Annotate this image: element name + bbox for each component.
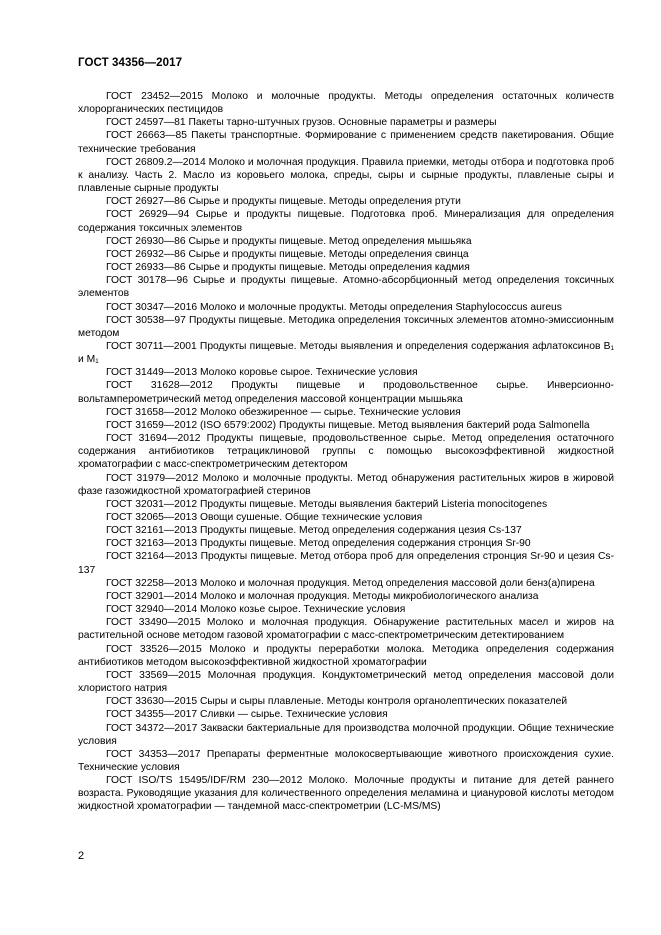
- reference-item: ГОСТ 31694—2012 Продукты пищевые, продовольственное сырье. Метод определения остаточного содержания антибиотиков тетрациклиновой группы с помощью высокоэффективной жидкостной хроматографии с масс-спектрометрическим детектором: [78, 433, 614, 471]
- reference-item: ГОСТ 31659—2012 (ISO 6579:2002) Продукты пищевые. Метод выявления бактерий рода Salmonella: [106, 419, 590, 431]
- page-number: 2: [78, 850, 85, 862]
- reference-item: ГОСТ 31658—2012 Молоко обезжиренное — сырье. Технические условия: [106, 406, 461, 418]
- reference-item: ГОСТ 32901—2014 Молоко и молочная продукция. Методы микробиологического анализа: [106, 590, 539, 602]
- reference-item: ГОСТ ISO/TS 15495/IDF/RM 230—2012 Молоко. Молочные продукты и питание для детей раннего возраста. Руководящие указания для количественного определения меламина и циануровой кислоты методом жидкостной хроматографии — тандемной масс-спектрометрии (LC-MS/MS): [78, 775, 614, 813]
- reference-item: ГОСТ 32163—2013 Продукты пищевые. Метод определения содержания стронция Sr-90: [106, 538, 531, 550]
- reference-item: ГОСТ 26927—86 Сырье и продукты пищевые. Методы определения ртути: [106, 196, 461, 208]
- reference-item: ГОСТ 32031—2012 Продукты пищевые. Методы выявления бактерий Listeria monocitogenes: [106, 498, 548, 510]
- reference-item: ГОСТ 30347—2016 Молоко и молочные продукты. Методы определения Staphylococcus aureus: [106, 301, 562, 313]
- reference-item: ГОСТ 31628—2012 Продукты пищевые и продовольственное сырье. Инверсионно-вольтамперометрический метод определения массовой концентрации мышьяка: [78, 380, 614, 405]
- reference-item: ГОСТ 32940—2014 Молоко козье сырое. Технические условия: [106, 604, 406, 616]
- reference-item: ГОСТ 33630—2015 Сыры и сыры плавленые. Методы контроля органолептических показателей: [106, 696, 568, 708]
- reference-item: ГОСТ 33490—2015 Молоко и молочная продукция. Обнаружение растительных масел и жиров на растительной основе методом газовой хроматографии с масс-спектрометрическим детектированием: [78, 617, 614, 642]
- reference-item: ГОСТ 30178—96 Сырье и продукты пищевые. Атомно-абсорбционный метод определения токсичных элементов: [78, 275, 614, 300]
- reference-item: ГОСТ 34355—2017 Сливки — сырье. Технические условия: [106, 709, 388, 721]
- reference-item: ГОСТ 23452—2015 Молоко и молочные продукты. Методы определения остаточных количеств хлорорганических пестицидов: [78, 91, 614, 116]
- reference-item: ГОСТ 31979—2012 Молоко и молочные продукты. Метод обнаружения растительных жиров в жировой фазе газожидкостной хроматографией стеринов: [78, 472, 614, 497]
- reference-item: ГОСТ 26932—86 Сырье и продукты пищевые. Методы определения свинца: [106, 248, 469, 260]
- reference-item: ГОСТ 30711—2001 Продукты пищевые. Методы выявления и определения содержания афлатоксинов B₁ и M₁: [78, 340, 614, 366]
- reference-item: ГОСТ 32065—2013 Овощи сушеные. Общие технические условия: [106, 512, 423, 523]
- reference-item: ГОСТ 34353—2017 Препараты ферментные молокосвертывающие животного происхождения сухие. Технические условия: [78, 748, 614, 773]
- reference-item: ГОСТ 26933—86 Сырье и продукты пищевые. Методы определения кадмия: [106, 262, 470, 274]
- reference-item: ГОСТ 33526—2015 Молоко и продукты переработки молока. Методика определения содержания антибиотиков методом высокоэффективной жидкостной хроматографии: [78, 643, 614, 668]
- reference-item: ГОСТ 32164—2013 Продукты пищевые. Метод отбора проб для определения стронция Sr-90 и цезия Cs-137: [78, 551, 614, 576]
- reference-item: ГОСТ 31449—2013 Молоко коровье сырое. Технические условия: [106, 367, 418, 379]
- reference-item: ГОСТ 26929—94 Сырье и продукты пищевые. Подготовка проб. Минерализация для определения содержания токсичных элементов: [78, 209, 614, 234]
- reference-item: ГОСТ 30538—97 Продукты пищевые. Методика определения токсичных элементов атомно-эмиссионным методом: [78, 314, 614, 339]
- reference-item: ГОСТ 32258—2013 Молоко и молочная продукция. Метод определения массовой доли бенз(а)пирена: [106, 577, 595, 589]
- reference-item: ГОСТ 26663—85 Пакеты транспортные. Формирование с применением средств пакетирования. Общие технические требования: [78, 130, 614, 155]
- reference-item: ГОСТ 32161—2013 Продукты пищевые. Метод определения содержания цезия Cs-137: [106, 525, 522, 537]
- reference-item: ГОСТ 33569—2015 Молочная продукция. Кондуктометрический метод определения массовой доли хлористого натрия: [78, 669, 614, 695]
- reference-item: ГОСТ 24597—81 Пакеты тарно-штучных грузов. Основные параметры и размеры: [106, 117, 497, 129]
- document-header: ГОСТ 34356—2017: [78, 57, 183, 69]
- reference-item: ГОСТ 34372—2017 Закваски бактериальные для производства молочной продукции. Общие технические условия: [78, 722, 614, 747]
- reference-item: ГОСТ 26809.2—2014 Молоко и молочная продукция. Правила приемки, методы отбора и подготовка проб к анализу. Часть 2. Масло из коровьего молока, спреды, сыры и сырные продукты, плавленые сыры и плавленые сырные продукты: [78, 156, 614, 195]
- reference-item: ГОСТ 26930—86 Сырье и продукты пищевые. Метод определения мышьяка: [106, 235, 472, 247]
- normative-references-list: [78, 90, 614, 814]
